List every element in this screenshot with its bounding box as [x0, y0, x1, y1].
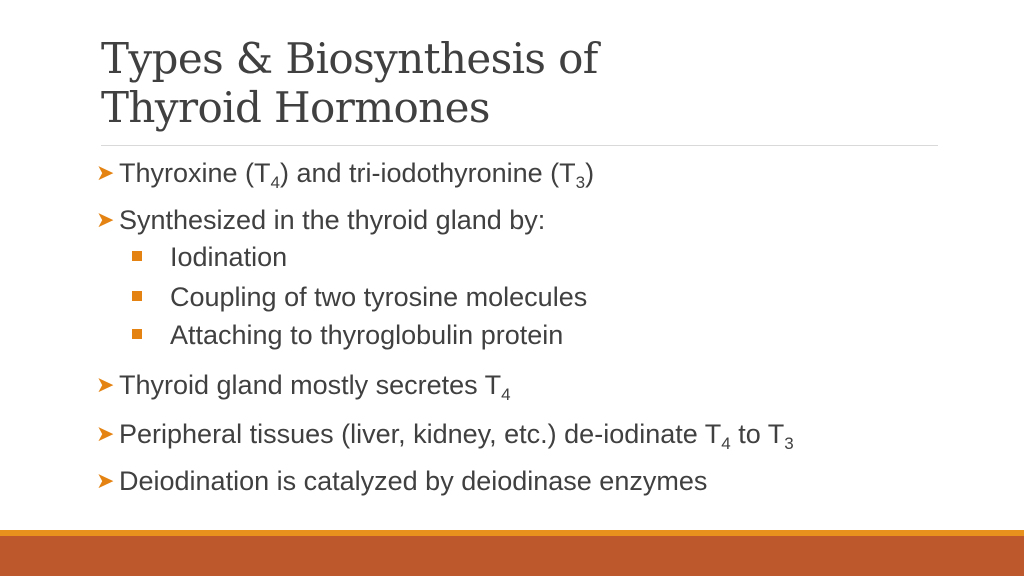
- arrow-bullet-icon: ➤: [96, 421, 115, 446]
- title-divider: [101, 145, 938, 146]
- sub-bullet-item-3: Attaching to thyroglobulin protein: [132, 319, 563, 351]
- bullet-item-1: ➤ Thyroxine $(T_4)$ and tri-iodothyronine $(T_3)$: [96, 158, 595, 192]
- bullet-item-5: ➤ Deiodination is catalyzed by deiodinase enzymes: [96, 466, 708, 496]
- title-line-2: Thyroid Hormones: [101, 83, 490, 132]
- square-bullet-icon: [132, 291, 142, 301]
- slide-title: [101, 34, 901, 132]
- bullet-item-2: ➤ Synthesized in the thyroid gland by:: [96, 205, 546, 235]
- arrow-bullet-icon: ➤: [96, 160, 115, 185]
- square-bullet-icon: [132, 329, 142, 339]
- square-bullet-icon: [132, 251, 142, 261]
- arrow-bullet-icon: ➤: [96, 207, 115, 232]
- bullet-item-3: ➤ Thyroid gland mostly secretes $T_4$: [96, 370, 511, 404]
- footer-bar: [0, 536, 1024, 576]
- title-line-1: Types & Biosynthesis of: [101, 34, 598, 83]
- bullet-item-4: ➤ Peripheral tissues (liver, kidney, etc.) de-iodinate $T_4$ to $T_3$: [96, 419, 794, 453]
- sub-bullet-item-2: Coupling of two tyrosine molecules: [132, 281, 587, 313]
- arrow-bullet-icon: ➤: [96, 372, 115, 397]
- arrow-bullet-icon: ➤: [96, 468, 115, 493]
- sub-bullet-item-1: Iodination: [132, 241, 287, 273]
